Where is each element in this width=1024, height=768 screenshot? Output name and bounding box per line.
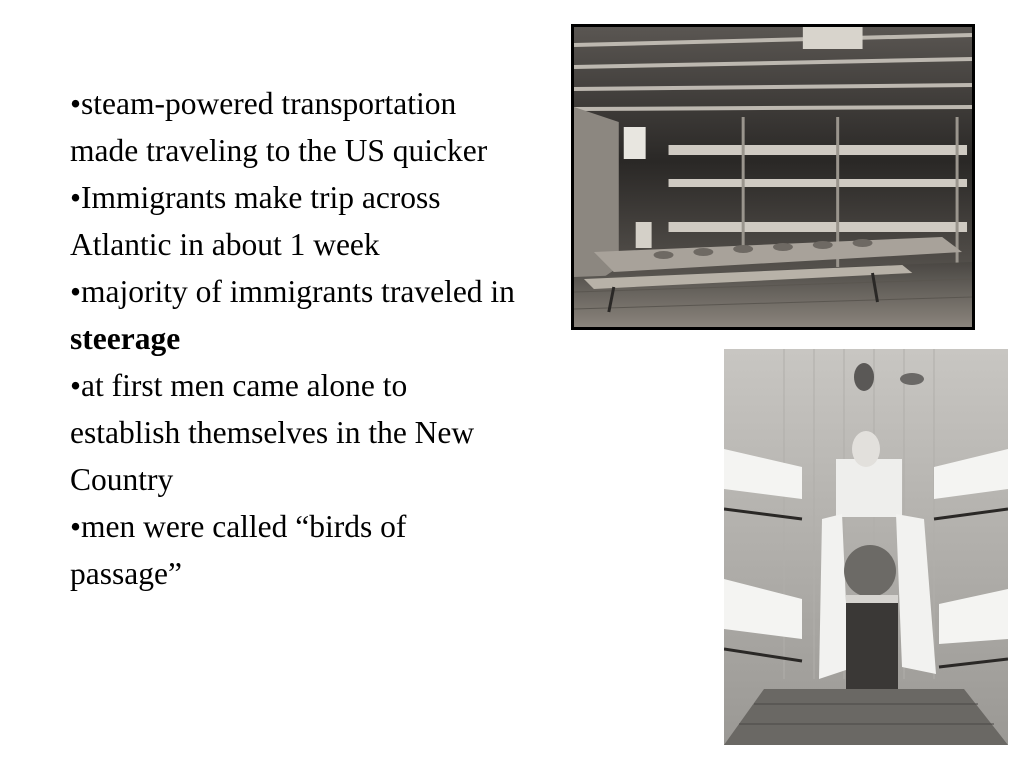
bullet-text: Immigrants make trip across Atlantic in about 1 week <box>70 180 441 262</box>
bullet-text: men were called “birds of passage” <box>70 509 407 591</box>
bullet-glyph: • <box>70 86 82 121</box>
bullet-list <box>70 80 520 597</box>
bullet-item-atlantic-trip <box>70 174 520 268</box>
steerage-cabin-illustration <box>724 349 1008 745</box>
bullet-glyph: • <box>70 368 82 403</box>
bullet-item-steerage <box>70 268 520 362</box>
bullet-text: at first men came alone to establish themselves in the New Country <box>70 368 475 497</box>
bold-term-steerage: steerage <box>70 321 181 356</box>
bullet-glyph: • <box>70 274 82 309</box>
bullet-glyph: • <box>70 180 82 215</box>
bullet-text: majority of immigrants traveled in <box>81 274 515 309</box>
bullet-item-steam-powered <box>70 80 520 174</box>
bullet-glyph: • <box>70 509 82 544</box>
bullet-item-men-alone <box>70 362 520 503</box>
steerage-dormitory-illustration <box>574 27 972 327</box>
steerage-cabin-photo <box>724 349 1008 745</box>
bullet-text: steam-powered transportation made traveling to the US quicker <box>70 86 488 168</box>
bullet-item-birds-of-passage <box>70 503 520 597</box>
steerage-dormitory-photo <box>571 24 975 330</box>
